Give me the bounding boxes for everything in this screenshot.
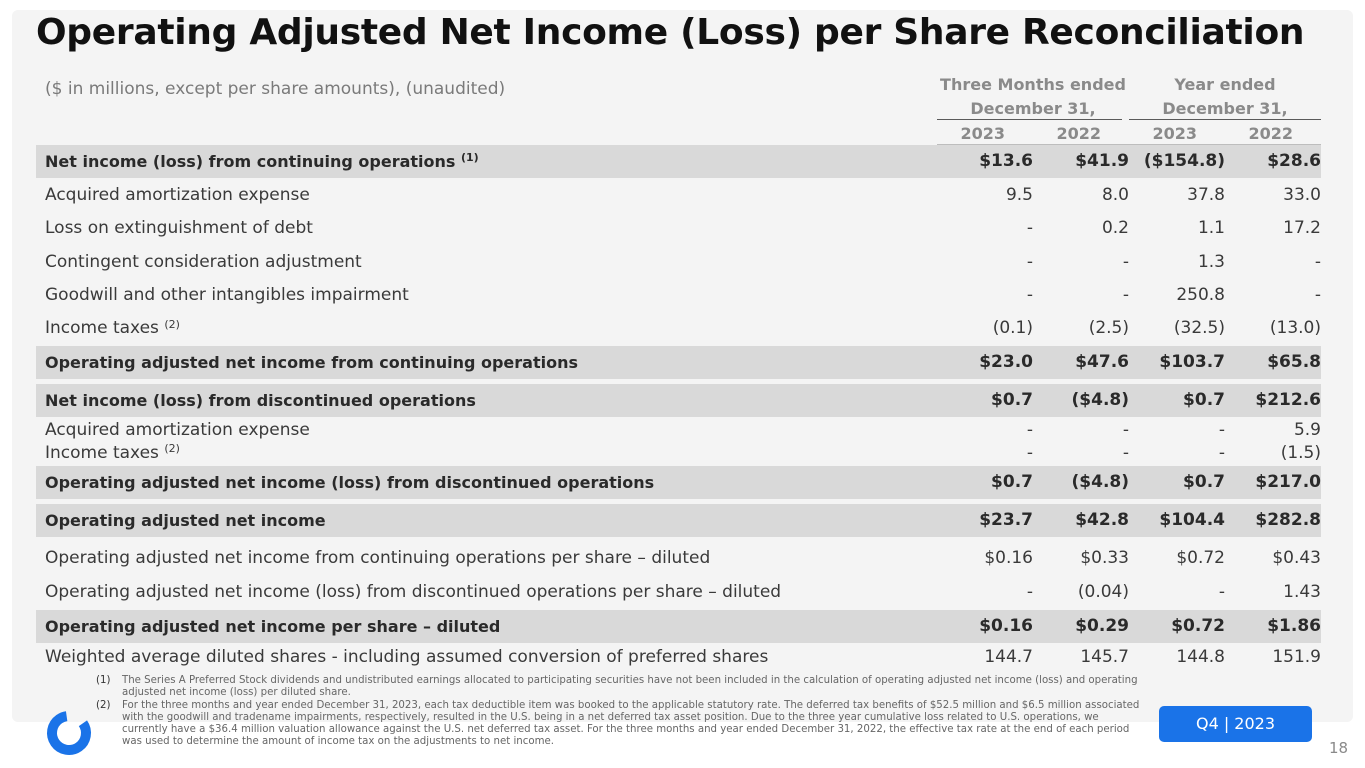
cell-value: -: [1026, 285, 1033, 305]
cell-value: (32.5): [1173, 318, 1225, 338]
year-header-line2: December 31,: [1162, 99, 1288, 118]
cell-value: $0.7: [1183, 472, 1225, 492]
three-months-header: [937, 73, 1129, 121]
row-label: Acquired amortization expense: [45, 420, 310, 440]
year-header-rule: [1129, 119, 1321, 120]
cell-value: $282.8: [1255, 510, 1321, 530]
cell-value: -: [1122, 420, 1129, 440]
cell-value: $104.4: [1159, 510, 1225, 530]
cell-value: (0.04): [1077, 582, 1129, 602]
cell-value: -: [1026, 218, 1033, 238]
cell-value: $0.72: [1171, 616, 1225, 636]
cell-value: 17.2: [1283, 218, 1321, 238]
table-row: [36, 610, 1321, 643]
row-label: Acquired amortization expense: [45, 185, 310, 205]
cell-value: $0.7: [1183, 390, 1225, 410]
cell-value: 144.8: [1176, 647, 1225, 667]
table-row: [36, 246, 1321, 279]
table-subtitle: ($ in millions, except per share amounts), (unaudited): [45, 79, 506, 99]
three-months-header-line2: December 31,: [970, 99, 1096, 118]
cell-value: 145.7: [1080, 647, 1129, 667]
company-logo-icon: [44, 708, 94, 758]
cell-value: -: [1026, 582, 1033, 602]
cell-value: $212.6: [1255, 390, 1321, 410]
cell-value: $103.7: [1159, 352, 1225, 372]
cell-value: 8.0: [1101, 185, 1129, 205]
cell-value: -: [1122, 285, 1129, 305]
row-label: Operating adjusted net income from continuing operations per share – diluted: [45, 548, 711, 568]
table-row: [36, 466, 1321, 499]
year-header-line1: Year ended: [1174, 75, 1276, 94]
table-row: [36, 179, 1321, 212]
year-col-1: 2023: [960, 124, 1005, 143]
footnotes: [96, 675, 1146, 749]
cell-value: $28.6: [1267, 151, 1321, 171]
table-row: [36, 384, 1321, 417]
cell-value: -: [1218, 420, 1225, 440]
cell-value: (0.1): [992, 318, 1033, 338]
cell-value: $0.7: [991, 472, 1033, 492]
row-label: Net income (loss) from discontinued operations: [45, 391, 476, 410]
cell-value: ($4.8): [1071, 390, 1129, 410]
cell-value: $41.9: [1075, 151, 1129, 171]
footnote-mark: (1): [96, 675, 111, 686]
cell-value: $0.16: [984, 548, 1033, 568]
year-col-3: 2023: [1152, 124, 1197, 143]
footnote: [96, 675, 1146, 699]
cell-value: 250.8: [1176, 285, 1225, 305]
footnote: [96, 700, 1146, 748]
cell-value: ($4.8): [1071, 472, 1129, 492]
cell-value: 33.0: [1283, 185, 1321, 205]
table-row: [36, 212, 1321, 245]
cell-value: ($154.8): [1143, 151, 1225, 171]
table-row: [36, 346, 1321, 379]
cell-value: $13.6: [979, 151, 1033, 171]
cell-value: -: [1026, 420, 1033, 440]
cell-value: -: [1122, 252, 1129, 272]
cell-value: 9.5: [1005, 185, 1033, 205]
table-row: [36, 145, 1321, 178]
cell-value: $217.0: [1255, 472, 1321, 492]
row-label: Weighted average diluted shares - including assumed conversion of preferred shares: [45, 647, 769, 667]
cell-value: $0.29: [1075, 616, 1129, 636]
cell-value: 5.9: [1293, 420, 1321, 440]
cell-value: -: [1314, 285, 1321, 305]
table-row-group: [36, 418, 1321, 462]
row-label: Contingent consideration adjustment: [45, 252, 362, 272]
cell-value: 0.2: [1101, 218, 1129, 238]
table-row: [36, 504, 1321, 537]
page-title: Operating Adjusted Net Income (Loss) per Share Reconciliation: [36, 12, 1305, 53]
cell-value: $0.7: [991, 390, 1033, 410]
cell-value: 37.8: [1187, 185, 1225, 205]
cell-value: $1.86: [1267, 616, 1321, 636]
row-label: Income taxes $^{(2)}$: [45, 318, 180, 338]
cell-value: (1.5): [1280, 443, 1321, 463]
cell-value: $23.7: [979, 510, 1033, 530]
cell-value: -: [1026, 443, 1033, 463]
cell-value: 151.9: [1272, 647, 1321, 667]
cell-value: $42.8: [1075, 510, 1129, 530]
cell-value: $0.16: [979, 616, 1033, 636]
page-number: 18: [1329, 739, 1349, 757]
row-label: Loss on extinguishment of debt: [45, 218, 313, 238]
cell-value: (13.0): [1269, 318, 1321, 338]
cell-value: 1.43: [1283, 582, 1321, 602]
year-col-2: 2022: [1056, 124, 1101, 143]
row-label: Operating adjusted net income from continuing operations: [45, 353, 579, 372]
table-row: [36, 576, 1321, 609]
cell-value: $23.0: [979, 352, 1033, 372]
table-row: [36, 312, 1321, 345]
cell-value: -: [1218, 582, 1225, 602]
table-row: [36, 641, 1321, 674]
cell-value: -: [1314, 252, 1321, 272]
row-label: Income taxes $^{(2)}$: [45, 442, 180, 463]
year-col-4: 2022: [1248, 124, 1293, 143]
cell-value: 1.3: [1197, 252, 1225, 272]
three-months-header-rule: [937, 119, 1122, 120]
quarter-badge: Q4 | 2023: [1159, 706, 1312, 742]
cell-value: -: [1218, 443, 1225, 463]
cell-value: -: [1026, 252, 1033, 272]
three-months-header-line1: Three Months ended: [940, 75, 1126, 94]
row-label: Operating adjusted net income per share – diluted: [45, 617, 501, 636]
cell-value: 1.1: [1197, 218, 1225, 238]
year-header: [1129, 73, 1321, 121]
cell-value: $0.72: [1176, 548, 1225, 568]
footnote-text: For the three months and year ended December 31, 2023, each tax deductible item was booked to the applicable statutory rate. The deferred tax benefits of $52.5 million and $6.5 million associated with the goodwill and tradename impairments, respectively, resulted in the U.S. being in a net deferred tax asset position. Due to the three year cumulative loss related to U.S. operations, we currently have a $36.4 million valuation allowance against the U.S. net deferred tax asset. For the three months and year ended December 31, 2022, the effective tax rate at the end of each period was used to determine the amount of income tax on the adjustments to net income.: [122, 700, 1140, 747]
cell-value: $0.33: [1080, 548, 1129, 568]
table-row: [36, 279, 1321, 312]
row-label: Net income (loss) from continuing operations $^{(1)}$: [45, 151, 479, 171]
cell-value: $0.43: [1272, 548, 1321, 568]
cell-value: 144.7: [984, 647, 1033, 667]
row-label: Goodwill and other intangibles impairment: [45, 285, 409, 305]
cell-value: -: [1122, 443, 1129, 463]
footnote-text: The Series A Preferred Stock dividends and undistributed earnings allocated to participating securities have not been included in the calculation of operating adjusted net income (loss) and operating adjusted net income (loss) per diluted share.: [122, 675, 1138, 698]
table-row: [36, 542, 1321, 575]
cell-value: (2.5): [1088, 318, 1129, 338]
cell-value: $47.6: [1075, 352, 1129, 372]
cell-value: $65.8: [1267, 352, 1321, 372]
row-label: Operating adjusted net income: [45, 511, 326, 530]
row-label: Operating adjusted net income (loss) from discontinued operations per share – diluted: [45, 582, 782, 602]
row-label: Operating adjusted net income (loss) from discontinued operations: [45, 473, 655, 492]
footnote-mark: (2): [96, 700, 111, 711]
